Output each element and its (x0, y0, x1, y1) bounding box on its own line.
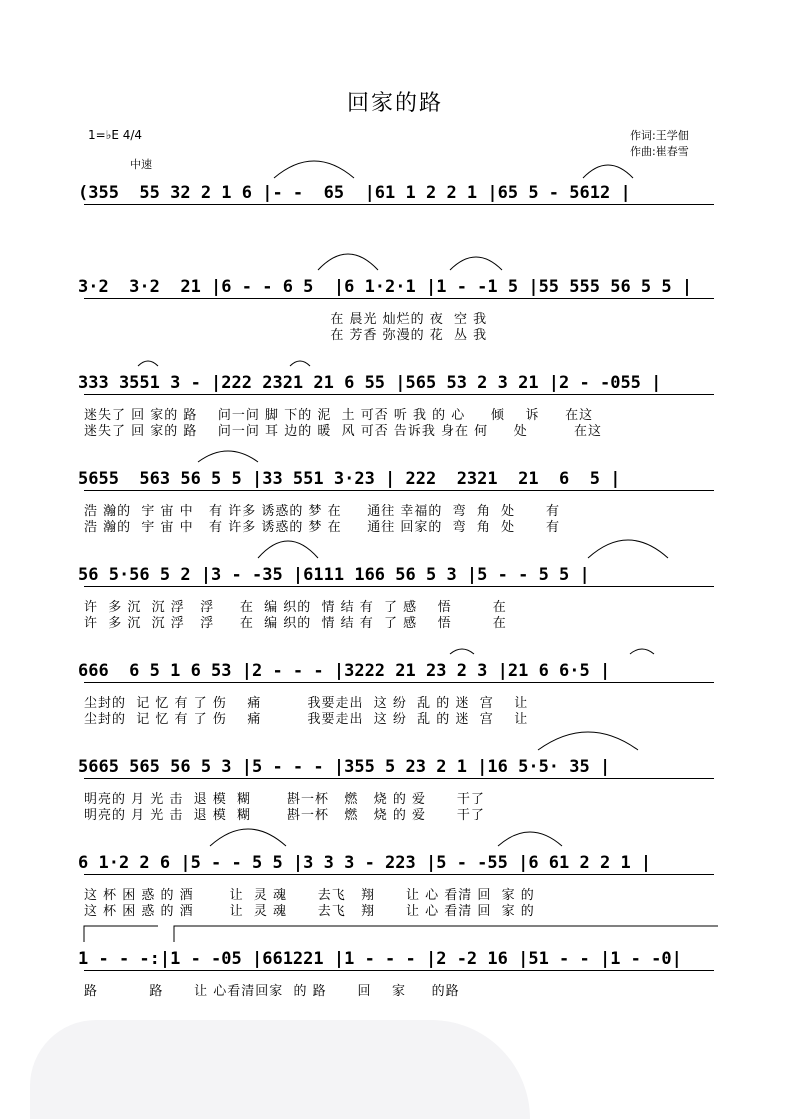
lyric-verse-1: 明亮的 月 光 击 退 模 糊 斟一杯 燃 烧 的 爱 干了 (84, 792, 485, 807)
lyricist: 作词:王学佃 (630, 129, 689, 142)
notation-line: 6 1·2 2 6 |5 - - 5 5 |3 3 3 - 223 |5 - -55 |6 61 2 2 1 | (78, 853, 652, 873)
lyric-verse-2: 在 芳香 弥漫的 花 丛 我 (84, 328, 488, 343)
lyric-verse-1: 路 路 让 心看清回家 的 路 回 家 的路 (84, 984, 460, 999)
beam-line (84, 682, 714, 683)
slur-marks (78, 720, 730, 754)
slur-marks (78, 336, 730, 370)
beam-line (84, 586, 714, 587)
lyric-verse-2: 许 多 沉 沉 浮 浮 在 编 织的 情 结 有 了 感 悟 在 (84, 616, 507, 631)
background-decoration (30, 1020, 530, 1119)
key-signature: 1=♭E 4/4 (88, 128, 143, 142)
notation-line: 5665 565 56 5 3 |5 - - - |355 5 23 2 1 |16 5·5· 35 | (78, 757, 611, 777)
slur-marks (78, 816, 730, 850)
volta-brackets (78, 912, 730, 946)
beam-line (84, 204, 714, 205)
slur-marks (78, 240, 730, 274)
lyric-verse-1: 尘封的 记 忆 有 了 伤 痛 我要走出 这 纷 乱 的 迷 宫 让 (84, 696, 529, 711)
slur-marks (78, 528, 730, 562)
notation-line: (355 55 32 2 1 6 |- - 65 |61 1 2 2 1 |65 5 - 5612 | (78, 183, 631, 203)
slur-marks (78, 432, 730, 466)
composer: 作曲:崔春雪 (630, 145, 689, 158)
notation-line: 5655 563 56 5 5 |33 551 3·23 | 222 2321 21 6 5 | (78, 469, 621, 489)
lyric-verse-2: 这 杯 困 惑 的 酒 让 灵 魂 去飞 翔 让 心 看清 回 家 的 (84, 904, 535, 919)
lyric-verse-2: 迷失了 回 家的 路 问一问 耳 边的 暖 风 可否 告诉我 身在 何 处 在这 (84, 424, 602, 439)
lyric-verse-1: 在 晨光 灿烂的 夜 空 我 (84, 312, 488, 327)
beam-line (84, 394, 714, 395)
notation-line: 333 3551 3 - |222 2321 21 6 55 |565 53 2 3 21 |2 - -055 | (78, 373, 662, 393)
lyric-verse-1: 浩 瀚的 宇 宙 中 有 许多 诱惑的 梦 在 通往 幸福的 弯 角 处 有 (84, 504, 560, 519)
lyric-verse-2: 明亮的 月 光 击 退 模 糊 斟一杯 燃 烧 的 爱 干了 (84, 808, 485, 823)
lyric-verse-1: 许 多 沉 沉 浮 浮 在 编 织的 情 结 有 了 感 悟 在 (84, 600, 507, 615)
beam-line (84, 490, 714, 491)
beam-line (84, 970, 714, 971)
notation-line: 666 6 5 1 6 53 |2 - - - |3222 21 23 2 3 |21 6 6·5 | (78, 661, 611, 681)
lyric-verse-2: 浩 瀚的 宇 宙 中 有 许多 诱惑的 梦 在 通往 回家的 弯 角 处 有 (84, 520, 560, 535)
slur-marks (78, 146, 730, 180)
song-title: 回家的路 (346, 91, 443, 116)
lyric-verse-2: 尘封的 记 忆 有 了 伤 痛 我要走出 这 纷 乱 的 迷 宫 让 (84, 712, 529, 727)
lyric-verse-1: 迷失了 回 家的 路 问一问 脚 下的 泥 土 可否 听 我 的 心 倾 诉 在这 (84, 408, 594, 423)
slur-marks (78, 624, 730, 658)
beam-line (84, 298, 714, 299)
notation-line: 56 5·56 5 2 |3 - -35 |6111 166 56 5 3 |5 - - 5 5 | (78, 565, 590, 585)
tempo-marking: 中速 (130, 158, 152, 171)
beam-line (84, 874, 714, 875)
lyric-verse-1: 这 杯 困 惑 的 酒 让 灵 魂 去飞 翔 让 心 看清 回 家 的 (84, 888, 535, 903)
notation-line: 3·2 3·2 21 |6 - - 6 5 |6 1·2·1 |1 - -1 5 |55 555 56 5 5 | (78, 277, 693, 297)
notation-line: 1 - - -:|1 - -05 |661221 |1 - - - |2 -2 16 |51 - - |1 - -0| (78, 949, 682, 969)
beam-line (84, 778, 714, 779)
